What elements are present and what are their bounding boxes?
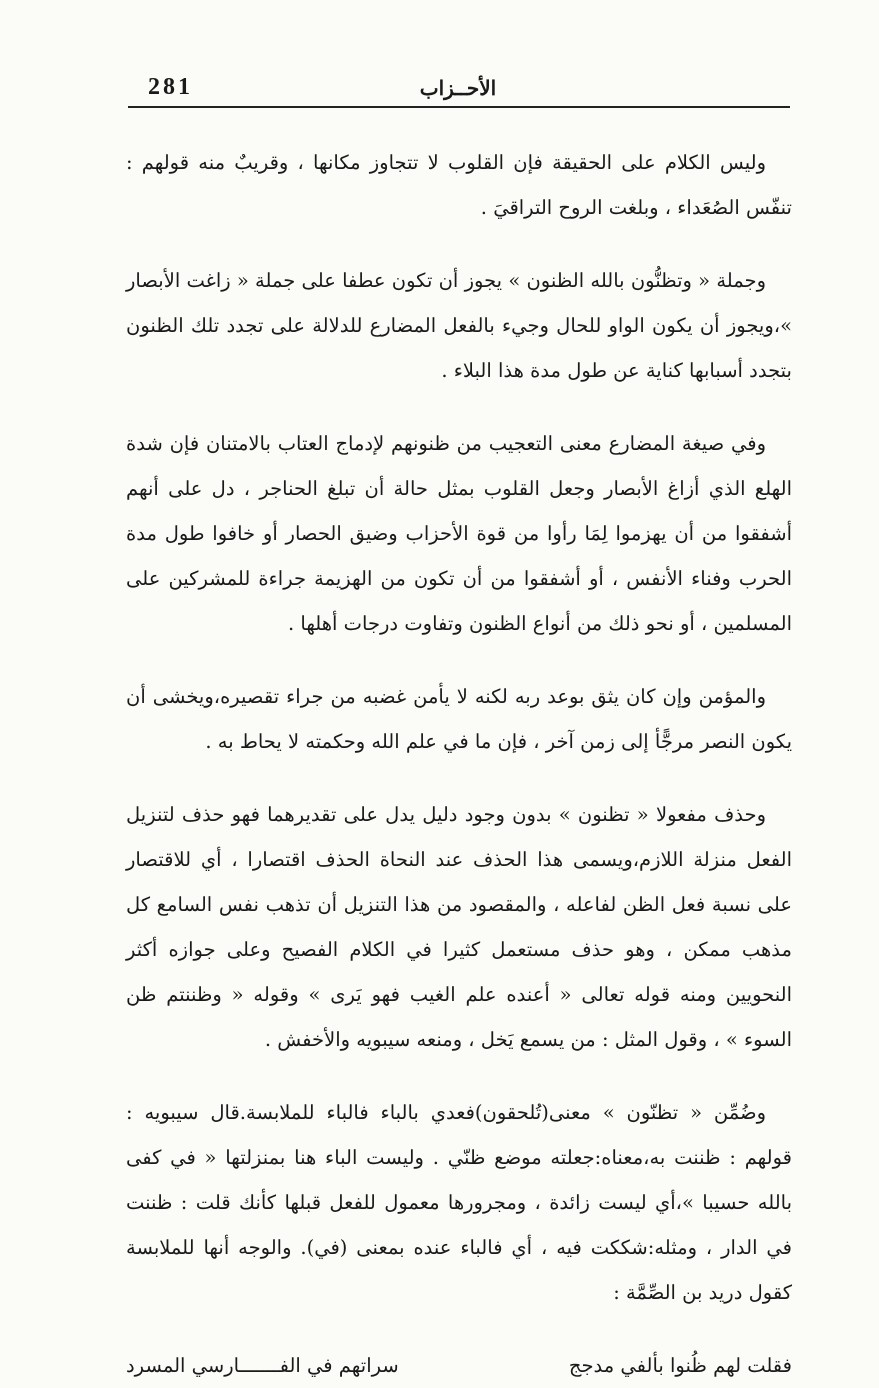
header-rule	[128, 106, 790, 108]
paragraph-6: وضُمِّن « تظنّون » معنى(تُلحقون)فعدي بالباء فالباء للملابسة.قال سيبويه : قولهم : ظننت به،معناه:جعلته موضع ظنّي . وليست الباء هنا بمنزلتها « في كفى بالله حسيبا »،أي ليست زائدة ، ومجرورها معمول للفعل قبلها كأنك قلت : ظننت في الدار ، ومثله:شككت فيه ، أي فالباء عنده بمعنى (في). والوجه أنها للملابسة كقول دريد بن الصِّمَّة :	[126, 1101, 792, 1304]
verse-second-hemistich: سراتهم في الفـــــــارسي المسرد	[126, 1354, 399, 1377]
paragraph-4: والمؤمن وإن كان يثق بوعد ربه لكنه لا يأمن غضبه من جراء تقصيره،ويخشى أن يكون النصر مرجًّأ إلى زمن آخر ، فإن ما في علم الله وحكمته لا يحاط به .	[126, 685, 792, 753]
paragraph-3: وفي صيغة المضارع معنى التعجيب من ظنونهم لإدماج العتاب بالامتنان فإن شدة الهلع الذي أزاغ الأبصار وجعل القلوب بمثل حالة أن تبلغ الحناجر ، دل على أنهم أشفقوا من أن يهزموا لِمَا رأوا من قوة الأحزاب وضيق الحصار أو خافوا طول مدة الحرب وفناء الأنفس ، أو أشفقوا من أن تكون من الهزيمة جراءة للمشركين على المسلمين ، أو نحو ذلك من أنواع الظنون وتفاوت درجات أهلها .	[126, 432, 792, 635]
body-text	[126, 140, 792, 1388]
paragraph-5: وحذف مفعولا « تظنون » بدون وجود دليل يدل على تقديرهما فهو حذف لتنزيل الفعل منزلة اللازم،ويسمى هذا الحذف عند النحاة الحذف اقتصارا ، أي للاقتصار على نسبة فعل الظن لفاعله ، والمقصود من هذا التنزيل أن تذهب نفس السامع كل مذهب ممكن ، وهو حذف مستعمل كثيرا في الكلام الفصيح وعلى جوازه أكثر النحويين ومنه قوله تعالى « أعنده علم الغيب فهو يَرى » وقوله « وظننتم ظن السوء » ، وقول المثل : من يسمع يَخل ، ومنعه سيبويه والأخفش .	[126, 803, 792, 1051]
page-number: 281	[148, 74, 193, 100]
paragraph-2: وجملة « وتظنُّون بالله الظنون » يجوز أن تكون عطفا على جملة « زاغت الأبصار »،ويجوز أن يكون الواو للحال وجيء بالفعل المضارع للدلالة على تجدد تلك الظنون بتجدد أسبابها كناية عن طول مدة هذا البلاء .	[126, 269, 792, 382]
verse-first-hemistich: فقلت لهم ظُنوا بألفي مدجج	[568, 1354, 792, 1377]
paragraph-1: وليس الكلام على الحقيقة فإن القلوب لا تتجاوز مكانها ، وقريبٌ منه قولهم : تنفّس الصُعَداء ، وبلغت الروح التراقيَ .	[126, 151, 792, 219]
page-header	[128, 66, 788, 106]
poetry-verse	[126, 1343, 792, 1388]
running-title: الأحــزاب	[419, 76, 497, 100]
